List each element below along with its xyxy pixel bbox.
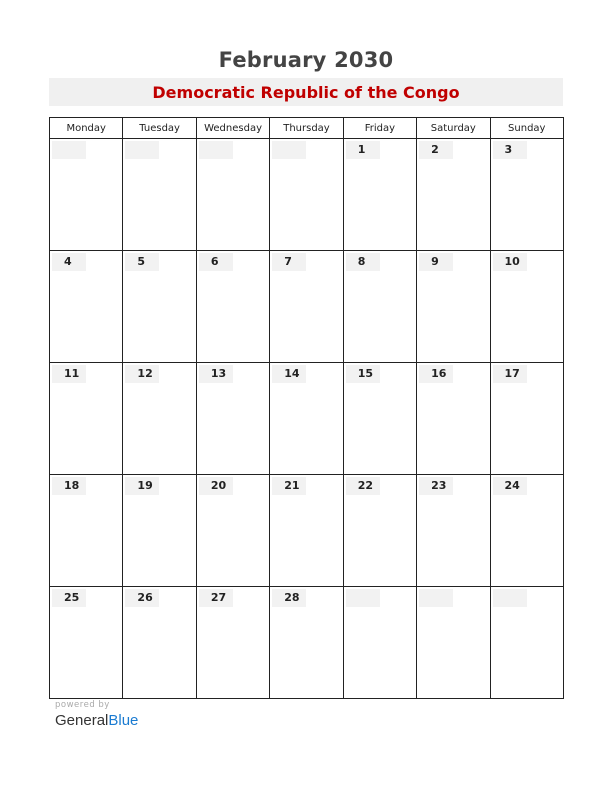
day-number: 19: [125, 477, 159, 495]
day-cell: [196, 475, 269, 587]
day-number: 13: [199, 365, 233, 383]
weekday-thursday: Thursday: [270, 118, 343, 139]
day-number: 16: [419, 365, 453, 383]
day-number: 21: [272, 477, 306, 495]
day-number: 3: [493, 141, 527, 159]
week-row: [50, 587, 564, 699]
footer: [55, 700, 138, 729]
day-number: 15: [346, 365, 380, 383]
day-cell: [123, 139, 196, 251]
day-cell: [417, 587, 490, 699]
day-cell: [196, 363, 269, 475]
day-cell: [123, 587, 196, 699]
day-cell: [270, 587, 343, 699]
brand-part-general: General: [55, 712, 109, 729]
day-cell: [417, 251, 490, 363]
day-number: [199, 141, 233, 159]
week-row: [50, 139, 564, 251]
day-number: [419, 589, 453, 607]
day-number: 20: [199, 477, 233, 495]
day-number: [272, 141, 306, 159]
weekday-sunday: Sunday: [490, 118, 563, 139]
week-row: [50, 363, 564, 475]
weekday-saturday: Saturday: [417, 118, 490, 139]
day-cell: [490, 251, 563, 363]
day-cell: [123, 251, 196, 363]
day-number: [125, 141, 159, 159]
day-cell: [123, 363, 196, 475]
day-cell: [343, 251, 416, 363]
week-row: [50, 475, 564, 587]
day-number: 23: [419, 477, 453, 495]
day-cell: [343, 139, 416, 251]
day-cell: [343, 363, 416, 475]
day-number: 9: [419, 253, 453, 271]
day-number: 18: [52, 477, 86, 495]
day-cell: [343, 587, 416, 699]
day-cell: [417, 475, 490, 587]
day-number: [346, 589, 380, 607]
day-number: 8: [346, 253, 380, 271]
day-number: 27: [199, 589, 233, 607]
day-cell: [196, 587, 269, 699]
day-cell: [490, 475, 563, 587]
day-number: 14: [272, 365, 306, 383]
calendar-title: February 2030: [218, 48, 394, 72]
day-number: 25: [52, 589, 86, 607]
day-number: 1: [346, 141, 380, 159]
day-cell: [196, 251, 269, 363]
day-number: 5: [125, 253, 159, 271]
day-cell: [417, 139, 490, 251]
weekday-monday: Monday: [50, 118, 123, 139]
day-cell: [270, 251, 343, 363]
day-cell: [50, 363, 123, 475]
day-cell: [50, 587, 123, 699]
day-cell: [343, 475, 416, 587]
day-number: 4: [52, 253, 86, 271]
calendar-grid: [49, 117, 564, 699]
day-cell: [490, 587, 563, 699]
day-cell: [123, 475, 196, 587]
day-number: 10: [493, 253, 527, 271]
day-cell: [270, 139, 343, 251]
day-number: [493, 589, 527, 607]
day-number: 7: [272, 253, 306, 271]
day-cell: [50, 139, 123, 251]
day-number: 26: [125, 589, 159, 607]
weekday-tuesday: Tuesday: [123, 118, 196, 139]
country-name: Democratic Republic of the Congo: [152, 83, 460, 102]
country-banner: [49, 78, 563, 106]
brand-part-blue: Blue: [108, 712, 139, 729]
brand-logo[interactable]: [55, 712, 138, 729]
day-cell: [50, 475, 123, 587]
day-number: 28: [272, 589, 306, 607]
weekday-wednesday: Wednesday: [196, 118, 269, 139]
week-row: [50, 251, 564, 363]
day-number: 2: [419, 141, 453, 159]
day-number: 6: [199, 253, 233, 271]
weekday-header-row: [50, 118, 564, 139]
day-number: 17: [493, 365, 527, 383]
day-cell: [196, 139, 269, 251]
day-number: 22: [346, 477, 380, 495]
powered-by-label: powered by: [55, 700, 110, 710]
day-number: [52, 141, 86, 159]
day-number: 11: [52, 365, 86, 383]
day-number: 12: [125, 365, 159, 383]
day-number: 24: [493, 477, 527, 495]
day-cell: [490, 363, 563, 475]
day-cell: [270, 363, 343, 475]
day-cell: [417, 363, 490, 475]
day-cell: [490, 139, 563, 251]
weekday-friday: Friday: [343, 118, 416, 139]
day-cell: [50, 251, 123, 363]
day-cell: [270, 475, 343, 587]
